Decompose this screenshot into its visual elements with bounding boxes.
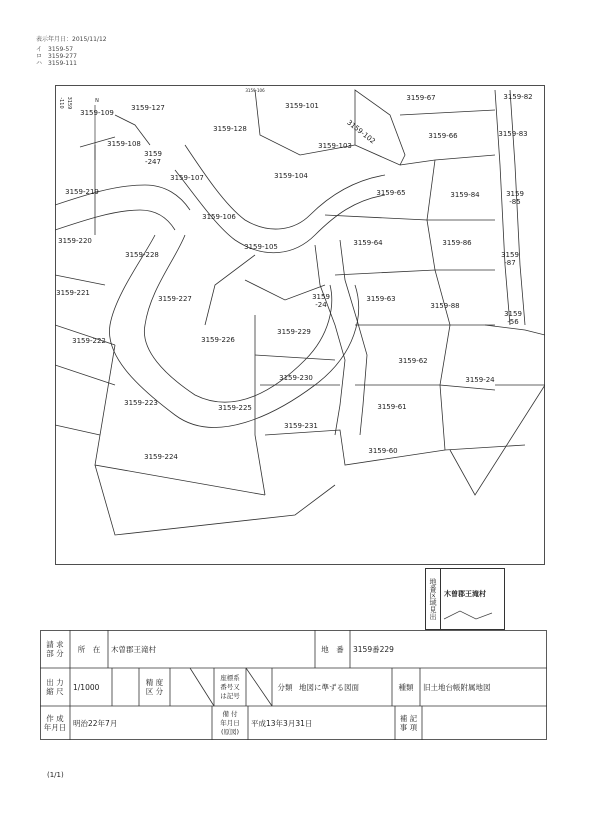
- cadastral-map: [55, 85, 545, 565]
- lot-label: 3159-66: [428, 132, 458, 140]
- north-label: N: [95, 98, 99, 104]
- lot-label: 3159-222: [72, 337, 106, 345]
- ref-line-1: イ 3159-57: [36, 46, 74, 53]
- coord-system-label: 座標系 番号又 は記号: [220, 673, 240, 700]
- lot-label: 3159-105: [244, 243, 278, 251]
- index-village-name: 木曽郡王滝村: [444, 590, 486, 598]
- lot-label: 3159-86: [442, 239, 472, 247]
- location-value: 木曽郡王滝村: [111, 644, 156, 654]
- filed-label: 備 付 年月日 (原図): [220, 709, 240, 736]
- index-title: 地番区域見出: [426, 569, 441, 629]
- request-section-label: 請 求 部 分: [46, 640, 64, 658]
- lot-label: 3159 -87: [501, 251, 519, 267]
- lot-label: 3159-109: [80, 109, 114, 117]
- lot-label: 3159-65: [376, 189, 406, 197]
- lot-label: 3159-225: [218, 404, 252, 412]
- info-table: [40, 630, 547, 740]
- location-label: 所 在: [77, 644, 101, 654]
- map-top-label: 3159-106: [245, 88, 265, 93]
- created-label: 作 成 年月日: [43, 714, 67, 732]
- category-label: 分類: [277, 682, 293, 692]
- lot-label: 3159-226: [201, 336, 235, 344]
- lot-label: 3159-24: [465, 376, 495, 384]
- lot-label: 3159-227: [158, 295, 192, 303]
- ref-line-3: ハ 3159-111: [36, 60, 77, 67]
- map-lines: [55, 85, 545, 565]
- lot-label: 3159 -56: [504, 310, 522, 326]
- lot-number-value: 3159番229: [353, 644, 394, 654]
- lot-label: 3159 -24: [312, 293, 330, 309]
- scale-label: 出 力 縮 尺: [46, 678, 64, 696]
- lot-label: 3159-61: [377, 403, 407, 411]
- type-value: 旧土地台帳附属地図: [423, 682, 491, 692]
- lot-label: 3159 -247: [144, 150, 162, 166]
- lot-label: 3159-108: [107, 140, 141, 148]
- lot-label: 3159-102: [345, 118, 377, 146]
- lot-label: 3159-221: [56, 289, 90, 297]
- index-box: [425, 568, 505, 630]
- notes-label: 補 記 事 項: [399, 714, 418, 732]
- lot-label: 3159 -85: [506, 190, 524, 206]
- lot-label: 3159-127: [131, 104, 165, 112]
- lot-label: 3159-63: [366, 295, 396, 303]
- page-indicator: (1/1): [47, 771, 64, 779]
- ref-line-2: ロ 3159-277: [36, 53, 77, 60]
- lot-label: 3159-223: [124, 399, 158, 407]
- accuracy-label: 精 度 区 分: [145, 678, 164, 696]
- lot-label: 3159-231: [284, 422, 318, 430]
- lot-label: 3159-88: [430, 302, 460, 310]
- print-date: 表示年月日：2015/11/12: [36, 36, 107, 43]
- lot-number-label: 地 番: [321, 644, 344, 654]
- scale-value: 1/1000: [73, 682, 100, 692]
- lot-label: 3159-107: [170, 174, 204, 182]
- lot-label: 3159-101: [285, 102, 319, 110]
- lot-label: 3159-60: [368, 447, 398, 455]
- map-edge-label: 3159 -110: [58, 96, 72, 110]
- created-value: 明治22年7月: [73, 718, 118, 728]
- lot-label: 3159-67: [406, 94, 436, 102]
- type-label: 種類: [398, 682, 414, 692]
- lot-label: 3159-220: [58, 237, 92, 245]
- lot-label: 3159-84: [450, 191, 480, 199]
- lot-label: 3159-106: [202, 213, 236, 221]
- category-value: 地図に準ずる図面: [299, 682, 359, 692]
- lot-label: 3159-62: [398, 357, 428, 365]
- lot-label: 3159-228: [125, 251, 159, 259]
- index-sketch: [442, 605, 502, 625]
- lot-label: 3159-82: [503, 93, 533, 101]
- lot-label: 3159-224: [144, 453, 178, 461]
- lot-label: 3159-229: [277, 328, 311, 336]
- lot-label: 3159-128: [213, 125, 247, 133]
- filed-value: 平成13年3月31日: [251, 718, 313, 728]
- lot-label: 3159-83: [498, 130, 528, 138]
- lot-label: 3159-64: [353, 239, 383, 247]
- lot-label: 3159-103: [318, 142, 352, 150]
- lot-label: 3159-219: [65, 188, 99, 196]
- lot-label: 3159-230: [279, 374, 313, 382]
- lot-label: 3159-104: [274, 172, 308, 180]
